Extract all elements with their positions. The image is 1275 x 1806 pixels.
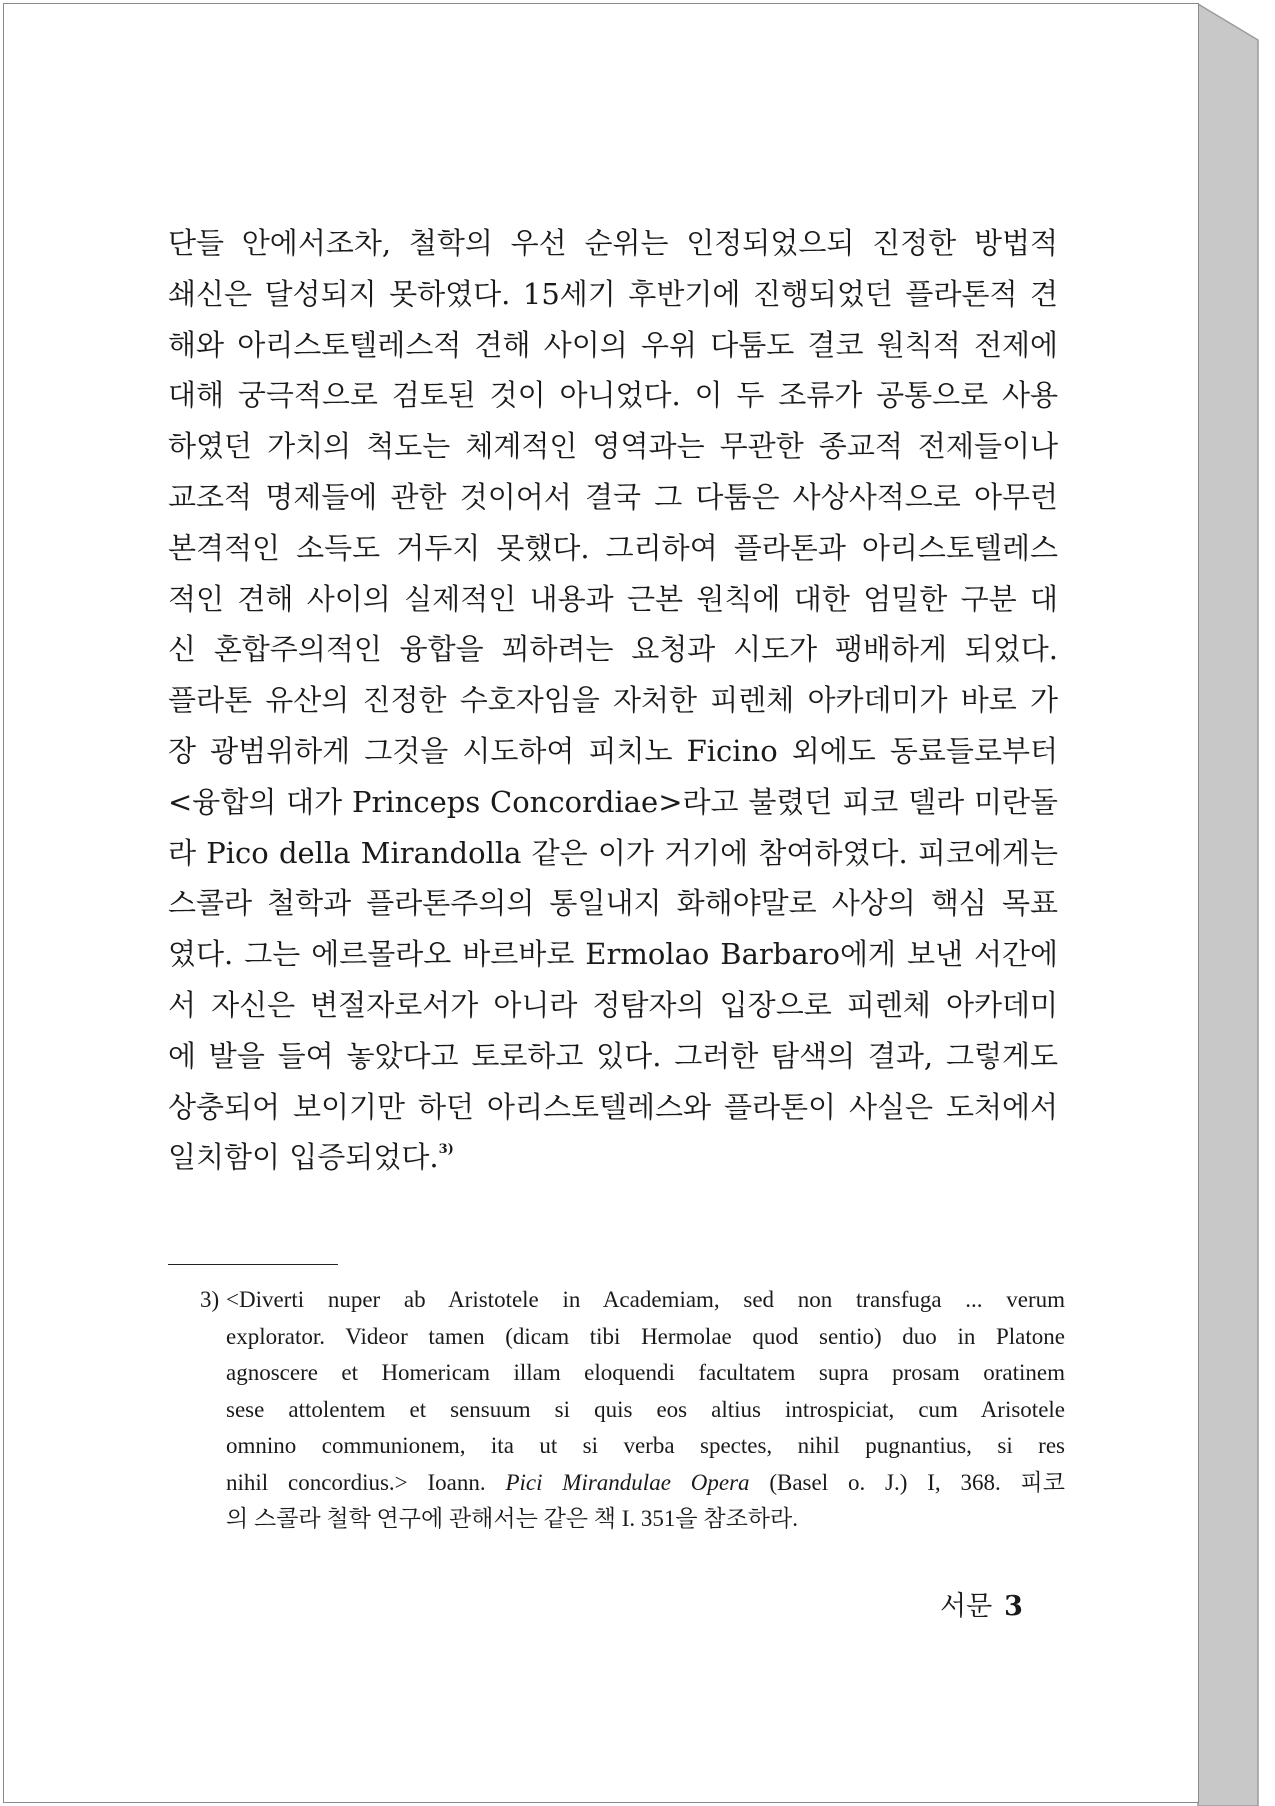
footnote-divider	[168, 1264, 338, 1265]
text-line: 해와 아리스토텔레스적 견해 사이의 우위 다툼도 결코 원칙적 전제에	[168, 327, 1058, 362]
footnote-line: omnino communionem, ita ut si verba spectes, nihil pugnantius, si res	[226, 1433, 1065, 1458]
text-line: 교조적 명제들에 관한 것이어서 결국 그 다툼은 사상사적으로 아무런	[168, 479, 1058, 514]
text-line: 적인 견해 사이의 실제적인 내용과 근본 원칙에 대한 엄밀한 구분 대	[168, 581, 1058, 616]
footnote-book-title: Pici Mirandulae Opera	[505, 1469, 750, 1495]
footnote-3	[200, 1282, 1065, 1538]
footnote-line	[200, 1282, 1065, 1319]
body-paragraph	[168, 218, 1058, 1183]
text-line: 하였던 가치의 척도는 체계적인 영역과는 무관한 종교적 전제들이나	[168, 429, 1058, 464]
last-line-text: 일치함이 입증되었다.	[168, 1140, 439, 1175]
text-line: 라 Pico della Mirandolla 같은 이가 거기에 참여하였다. 피코에게는	[168, 835, 1058, 870]
footnote-text: nihil concordius.> Ioann.	[226, 1469, 506, 1495]
footnote-text: <Diverti nuper ab Aristotele in Academiam, sed non transfuga ... verum	[226, 1287, 1065, 1312]
text-line: 단들 안에서조차, 철학의 우선 순위는 인정되었으되 진정한 방법적	[168, 226, 1058, 260]
footnote-number: 3)	[200, 1287, 220, 1312]
footnote-line: 의 스콜라 철학 연구에 관해서는 같은 책 I. 351을 참조하라.	[226, 1506, 798, 1531]
page-footer	[940, 1584, 1023, 1623]
text-line: 쇄신은 달성되지 못하였다. 15세기 후반기에 진행되었던 플라톤적 견	[168, 276, 1058, 311]
text-line: 상충되어 보이기만 하던 아리스토텔레스와 플라톤이 사실은 도처에서	[168, 1089, 1058, 1124]
footnote-line	[200, 1465, 1065, 1502]
footnote-line: sese attolentem et sensuum si quis eos altius introspiciat, cum Arisotele	[226, 1396, 1065, 1422]
footnote-line: explorator. Videor tamen (dicam tibi Hermolae quod sentio) duo in Platone	[226, 1323, 1065, 1349]
text-line: 대해 궁극적으로 검토된 것이 아니었다. 이 두 조류가 공통으로 사용	[168, 378, 1058, 413]
text-line: 서 자신은 변절자로서가 아니라 정탐자의 입장으로 피렌체 아카데미	[168, 987, 1058, 1022]
text-line: 장 광범위하게 그것을 시도하여 피치노 Ficino 외에도 동료들로부터	[168, 733, 1058, 768]
page-number: 3	[1004, 1591, 1023, 1622]
text-line: 신 혼합주의적인 융합을 꾀하려는 요청과 시도가 팽배하게 되었다.	[168, 632, 1058, 667]
footnote-reference[interactable]: 3)	[438, 1142, 454, 1158]
section-name: 서문	[940, 1591, 993, 1622]
text-line: 본격적인 소득도 거두지 못했다. 그리하여 플라톤과 아리스토텔레스	[168, 530, 1058, 565]
footnote-line: agnoscere et Homericam illam eloquendi facultatem supra prosam oratinem	[226, 1360, 1065, 1385]
text-line: 였다. 그는 에르몰라오 바르바로 Ermolao Barbaro에게 보낸 서간에	[168, 937, 1058, 972]
text-line: 플라톤 유산의 진정한 수호자임을 자처한 피렌체 아카데미가 바로 가	[168, 683, 1058, 718]
text-line: 스콜라 철학과 플라톤주의의 통일내지 화해야말로 사상의 핵심 목표	[168, 886, 1058, 921]
text-line-last	[168, 1132, 1058, 1183]
footnote-text: (Basel o. J.) I, 368. 피코	[749, 1469, 1065, 1495]
text-line: 에 발을 들여 놓았다고 토로하고 있다. 그러한 탐색의 결과, 그렇게도	[168, 1038, 1058, 1073]
text-line: <융합의 대가 Princeps Concordiae>라고 불렸던 피코 델라 미란돌	[168, 784, 1058, 819]
